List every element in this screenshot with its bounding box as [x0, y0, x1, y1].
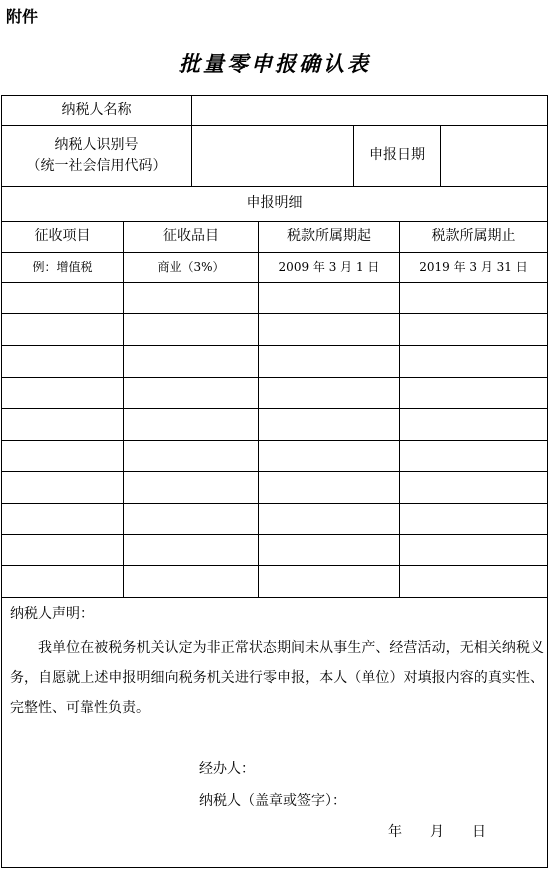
taxpayer-id-label: 纳税人识别号 — [54, 136, 139, 153]
declare-date-field[interactable] — [441, 125, 547, 186]
taxpayer-name-field[interactable] — [192, 96, 547, 125]
handler-label: 经办人： — [199, 761, 255, 777]
example-levy-category: 商业（3%） — [157, 260, 225, 274]
declaration-body: 我单位在被税务机关认定为非正常状态期间未从事生产、经营活动，无相关纳税义务，自愿就上述申报明细向税务机关进行零申报，本人（单位）对填报内容的真实性、完整性、可靠性负责。 — [10, 640, 544, 716]
example-period-start: 2009 年 3 月 1 日 — [278, 260, 380, 274]
declaration-section — [10, 599, 544, 723]
taxpayer-id-label-cell — [2, 125, 191, 186]
taxpayer-sign-label: 纳税人（盖章或签字）： — [199, 793, 346, 809]
taxpayer-name-label: 纳税人名称 — [61, 102, 132, 118]
example-levy-item: 例：增值税 — [32, 260, 93, 274]
declare-date-label: 申报日期 — [369, 147, 425, 163]
column-header-levy-item: 征收项目 — [34, 228, 91, 244]
declaration-heading: 纳税人声明： — [10, 606, 94, 622]
details-section-title: 申报明细 — [246, 195, 303, 211]
column-header-period-start: 税款所属期起 — [287, 228, 371, 244]
form-title: 批量零申报确认表 — [179, 51, 371, 76]
column-header-period-end: 税款所属期止 — [431, 228, 516, 244]
attachment-label: 附件 — [6, 7, 39, 26]
column-header-levy-category: 征收品目 — [163, 228, 219, 244]
taxpayer-id-field[interactable] — [192, 125, 353, 186]
example-period-end: 2019 年 3 月 31 日 — [419, 260, 528, 274]
confirmation-form-table — [1, 95, 548, 868]
sign-date-line: 年 月 日 — [388, 824, 486, 840]
taxpayer-id-sublabel: （统一社会信用代码） — [26, 157, 167, 174]
